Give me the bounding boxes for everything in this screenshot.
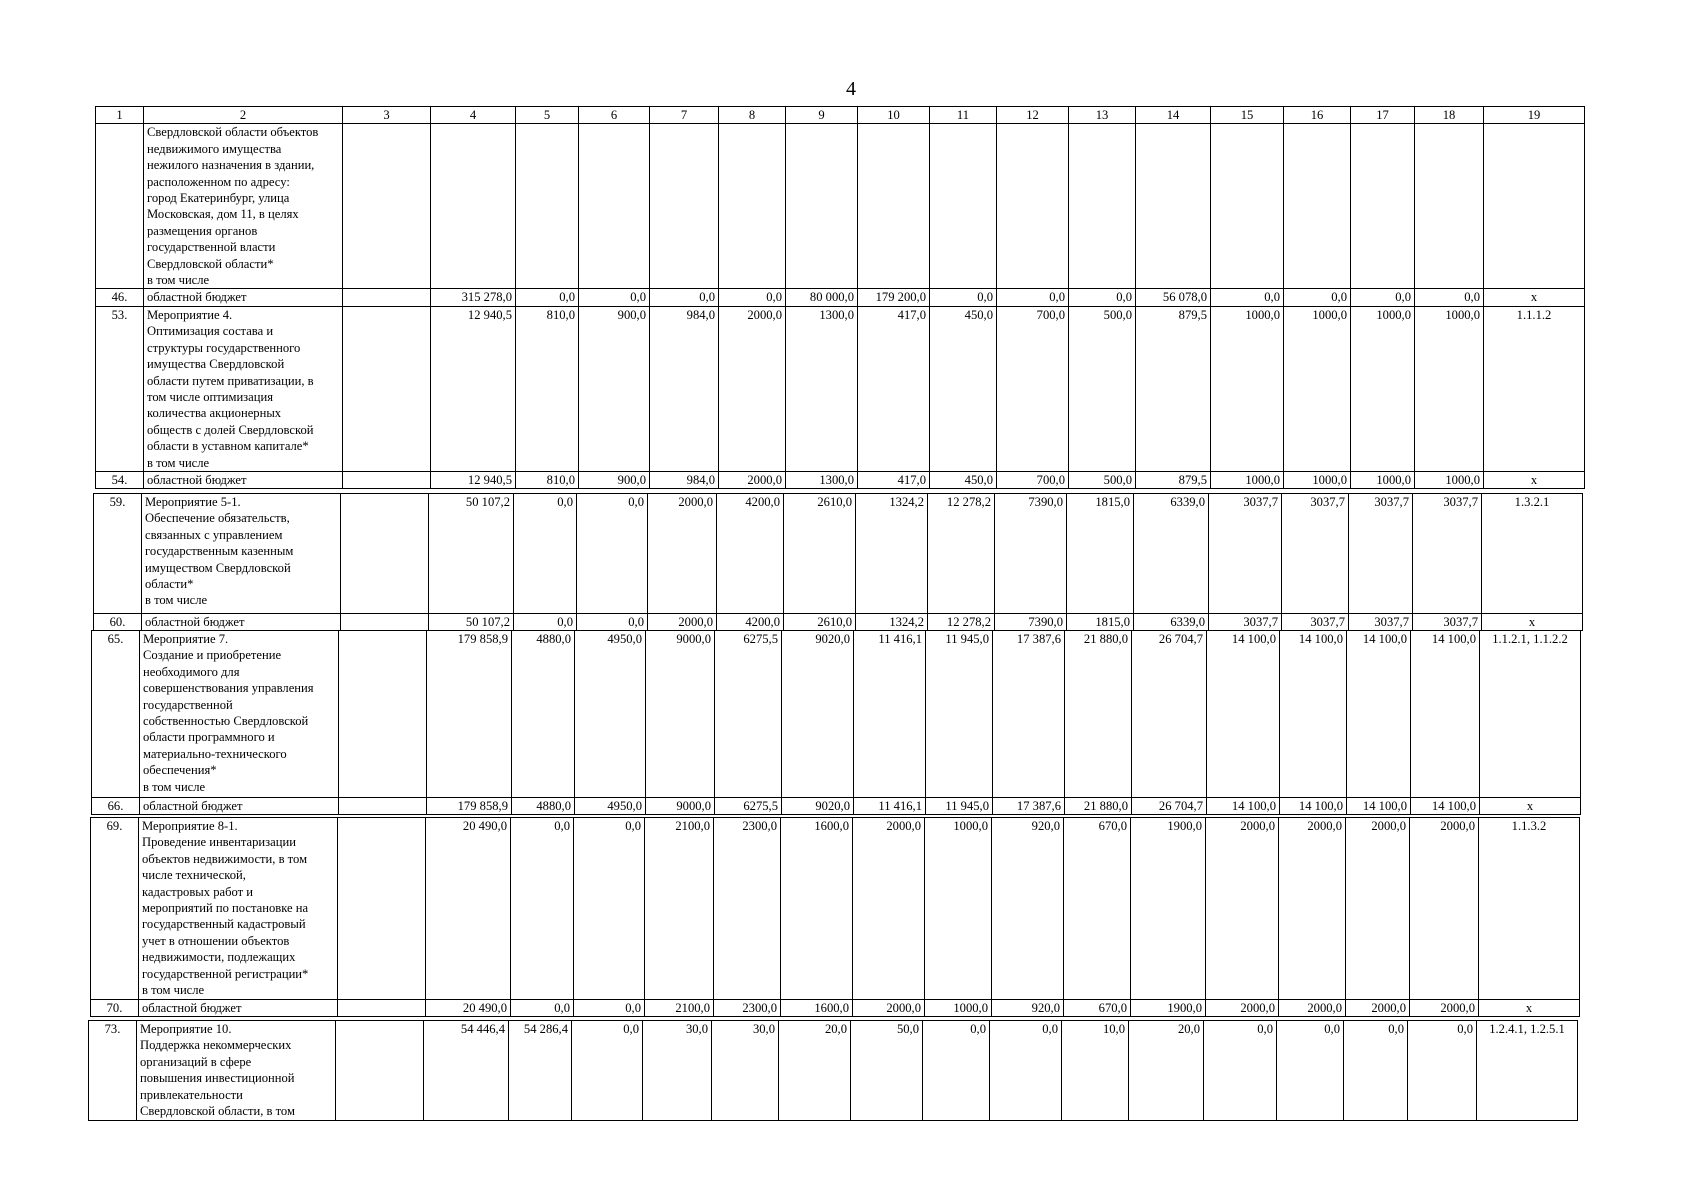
value-cell: 670,0 [1064, 1000, 1131, 1017]
value-cell [1415, 124, 1484, 289]
activity-name: областной бюджет [139, 1000, 338, 1017]
value-cell: 1600,0 [781, 1000, 853, 1017]
value-cell: 4200,0 [717, 494, 784, 614]
value-cell: 1000,0 [1351, 307, 1415, 472]
value-cell: 0,0 [1415, 289, 1484, 306]
value-cell: 20 490,0 [426, 818, 511, 1000]
column-number: 5 [516, 107, 579, 124]
column-3-cell [338, 1000, 426, 1017]
value-cell: 2000,0 [1410, 1000, 1479, 1017]
column-number: 9 [786, 107, 858, 124]
value-cell: 0,0 [990, 1021, 1062, 1121]
value-cell [650, 124, 719, 289]
value-cell: 2000,0 [1206, 818, 1279, 1000]
activity-name: областной бюджет [144, 472, 343, 489]
value-cell: 417,0 [858, 472, 930, 489]
value-cell: 14 100,0 [1347, 798, 1411, 815]
activity-name: Мероприятие 4. Оптимизация состава и структуры государственного имущества Свердловской области путем приватизации, в том числе оптимизация количества акционерных обществ с долей Свердловской области в уставном капитале* в том числе [144, 307, 343, 472]
column-number: 19 [1484, 107, 1585, 124]
value-cell: 1900,0 [1131, 818, 1206, 1000]
value-cell: 179 200,0 [858, 289, 930, 306]
value-cell [1211, 124, 1284, 289]
value-cell: 1815,0 [1067, 494, 1134, 614]
value-cell: 984,0 [650, 307, 719, 472]
column-number: 13 [1069, 107, 1136, 124]
value-cell: 1000,0 [1284, 307, 1351, 472]
column-number: 7 [650, 107, 719, 124]
value-cell [1136, 124, 1211, 289]
value-cell: 3037,7 [1349, 614, 1413, 631]
table-section [90, 817, 1580, 1017]
value-cell [579, 124, 650, 289]
table-section [93, 493, 1583, 631]
value-cell: 1300,0 [786, 307, 858, 472]
value-cell: 30,0 [712, 1021, 779, 1121]
value-cell: 1600,0 [781, 818, 853, 1000]
activity-name: областной бюджет [142, 614, 341, 631]
value-cell: 3037,7 [1413, 494, 1482, 614]
value-cell: 11 416,1 [854, 631, 926, 798]
row-number: 46. [96, 289, 144, 306]
value-cell: 2000,0 [853, 818, 925, 1000]
value-cell: 20,0 [779, 1021, 851, 1121]
activity-row [91, 818, 1580, 1000]
column-number: 3 [343, 107, 431, 124]
row-number: 59. [94, 494, 142, 614]
value-cell: 20,0 [1129, 1021, 1204, 1121]
value-cell: 2000,0 [1279, 1000, 1346, 1017]
value-cell: 0,0 [1277, 1021, 1344, 1121]
column-3-cell [341, 614, 429, 631]
value-cell: 3037,7 [1413, 614, 1482, 631]
value-cell: 4880,0 [512, 631, 575, 798]
value-cell: 920,0 [992, 818, 1064, 1000]
column-number: 8 [719, 107, 786, 124]
value-cell: 7390,0 [995, 614, 1067, 631]
target-code-cell: 1.2.4.1, 1.2.5.1 [1477, 1021, 1578, 1121]
activity-name: Свердловской области объектов недвижимого имущества нежилого назначения в здании, расположенном по адресу: город Екатеринбург, улица Московская, дом 11, в целях размещения органов государственной власти Свердловской области* в том числе [144, 124, 343, 289]
activity-row [94, 494, 1583, 614]
value-cell: 0,0 [577, 614, 648, 631]
value-cell: 54 446,4 [424, 1021, 509, 1121]
value-cell: 0,0 [1284, 289, 1351, 306]
value-cell: 879,5 [1136, 307, 1211, 472]
value-cell [858, 124, 930, 289]
column-3-cell [339, 631, 427, 798]
value-cell: 26 704,7 [1132, 631, 1207, 798]
row-number: 66. [92, 798, 140, 815]
value-cell: 500,0 [1069, 307, 1136, 472]
column-number: 14 [1136, 107, 1211, 124]
value-cell: 0,0 [997, 289, 1069, 306]
target-code-cell: x [1479, 1000, 1580, 1017]
value-cell: 1815,0 [1067, 614, 1134, 631]
value-cell [997, 124, 1069, 289]
value-cell: 0,0 [1211, 289, 1284, 306]
value-cell: 14 100,0 [1411, 798, 1480, 815]
target-code-cell: x [1484, 289, 1585, 306]
value-cell: 11 416,1 [854, 798, 926, 815]
budget-subrow [96, 472, 1585, 489]
value-cell: 1000,0 [925, 818, 992, 1000]
value-cell: 7390,0 [995, 494, 1067, 614]
value-cell [1351, 124, 1415, 289]
value-cell: 810,0 [516, 307, 579, 472]
activity-row [92, 631, 1581, 798]
value-cell: 1324,2 [856, 494, 928, 614]
value-cell: 500,0 [1069, 472, 1136, 489]
activity-name: Мероприятие 10. Поддержка некоммерческих организаций в сфере повышения инвестиционной привлекательности Свердловской области, в том [137, 1021, 336, 1121]
activity-name: Мероприятие 5-1. Обеспечение обязательств, связанных с управлением государственным казенным имуществом Свердловской области* в том числе [142, 494, 341, 614]
value-cell: 3037,7 [1349, 494, 1413, 614]
value-cell: 3037,7 [1209, 614, 1282, 631]
target-code-cell: x [1482, 614, 1583, 631]
value-cell [1069, 124, 1136, 289]
column-number: 17 [1351, 107, 1415, 124]
column-3-cell [343, 307, 431, 472]
value-cell: 3037,7 [1282, 494, 1349, 614]
value-cell: 0,0 [650, 289, 719, 306]
value-cell: 417,0 [858, 307, 930, 472]
value-cell: 1324,2 [856, 614, 928, 631]
value-cell [719, 124, 786, 289]
value-cell: 21 880,0 [1065, 631, 1132, 798]
value-cell: 984,0 [650, 472, 719, 489]
value-cell: 2000,0 [1410, 818, 1479, 1000]
value-cell: 1000,0 [1415, 472, 1484, 489]
value-cell: 0,0 [516, 289, 579, 306]
value-cell [930, 124, 997, 289]
column-number: 11 [930, 107, 997, 124]
value-cell: 3037,7 [1209, 494, 1282, 614]
value-cell: 0,0 [1344, 1021, 1408, 1121]
value-cell: 2000,0 [853, 1000, 925, 1017]
value-cell: 2000,0 [648, 614, 717, 631]
target-code-cell: 1.1.2.1, 1.1.2.2 [1480, 631, 1581, 798]
value-cell: 450,0 [930, 472, 997, 489]
column-3-cell [341, 494, 429, 614]
row-number: 53. [96, 307, 144, 472]
value-cell: 0,0 [511, 1000, 574, 1017]
column-number: 6 [579, 107, 650, 124]
value-cell: 6339,0 [1134, 614, 1209, 631]
value-cell: 12 278,2 [928, 614, 995, 631]
value-cell: 900,0 [579, 472, 650, 489]
value-cell: 12 940,5 [431, 307, 516, 472]
value-cell: 700,0 [997, 307, 1069, 472]
value-cell: 9000,0 [646, 798, 715, 815]
value-cell: 14 100,0 [1280, 631, 1347, 798]
value-cell: 2000,0 [719, 472, 786, 489]
value-cell: 0,0 [511, 818, 574, 1000]
value-cell: 0,0 [577, 494, 648, 614]
target-code-cell [1484, 124, 1585, 289]
table-section [91, 630, 1581, 815]
column-number-row [96, 107, 1585, 124]
value-cell: 14 100,0 [1411, 631, 1480, 798]
target-code-cell: 1.1.3.2 [1479, 818, 1580, 1000]
budget-subrow [96, 289, 1585, 306]
target-code-cell: 1.3.2.1 [1482, 494, 1583, 614]
value-cell: 450,0 [930, 307, 997, 472]
value-cell: 1900,0 [1131, 1000, 1206, 1017]
value-cell: 9020,0 [782, 631, 854, 798]
value-cell: 2300,0 [714, 818, 781, 1000]
value-cell: 670,0 [1064, 818, 1131, 1000]
value-cell: 179 858,9 [427, 798, 512, 815]
value-cell: 1000,0 [1211, 472, 1284, 489]
value-cell: 920,0 [992, 1000, 1064, 1017]
value-cell: 810,0 [516, 472, 579, 489]
value-cell: 20 490,0 [426, 1000, 511, 1017]
value-cell: 80 000,0 [786, 289, 858, 306]
target-code-cell: x [1484, 472, 1585, 489]
column-3-cell [343, 289, 431, 306]
value-cell: 315 278,0 [431, 289, 516, 306]
value-cell: 50,0 [851, 1021, 923, 1121]
value-cell: 1000,0 [1415, 307, 1484, 472]
value-cell: 2100,0 [645, 1000, 714, 1017]
column-number: 12 [997, 107, 1069, 124]
activity-row [89, 1021, 1578, 1121]
value-cell: 0,0 [923, 1021, 990, 1121]
activity-name: Мероприятие 8-1. Проведение инвентаризации объектов недвижимости, в том числе технической, кадастровых работ и мероприятий по постановке на государственный кадастровый учет в отношении объектов недвижимости, подлежащих государственной регистрации* в том числе [139, 818, 338, 1000]
row-number: 73. [89, 1021, 137, 1121]
value-cell [1284, 124, 1351, 289]
budget-subrow [94, 614, 1583, 631]
column-3-cell [338, 818, 426, 1000]
table-section [95, 306, 1585, 489]
value-cell: 700,0 [997, 472, 1069, 489]
value-cell: 2000,0 [1346, 818, 1410, 1000]
value-cell: 0,0 [514, 614, 577, 631]
budget-subrow [91, 1000, 1580, 1017]
column-3-cell [339, 798, 427, 815]
value-cell: 179 858,9 [427, 631, 512, 798]
value-cell: 17 387,6 [993, 631, 1065, 798]
value-cell: 9020,0 [782, 798, 854, 815]
value-cell: 4950,0 [575, 798, 646, 815]
column-number: 1 [96, 107, 144, 124]
value-cell: 14 100,0 [1207, 631, 1280, 798]
value-cell: 14 100,0 [1280, 798, 1347, 815]
value-cell: 879,5 [1136, 472, 1211, 489]
value-cell: 0,0 [514, 494, 577, 614]
activity-name: Мероприятие 7. Создание и приобретение необходимого для совершенствования управления государственной собственностью Свердловской области программного и материально-технического обеспечения* в том числе [140, 631, 339, 798]
value-cell: 30,0 [643, 1021, 712, 1121]
value-cell: 14 100,0 [1347, 631, 1411, 798]
value-cell [431, 124, 516, 289]
value-cell: 0,0 [719, 289, 786, 306]
value-cell: 1300,0 [786, 472, 858, 489]
value-cell: 0,0 [579, 289, 650, 306]
value-cell: 0,0 [930, 289, 997, 306]
value-cell: 2000,0 [719, 307, 786, 472]
value-cell: 3037,7 [1282, 614, 1349, 631]
value-cell: 2610,0 [784, 494, 856, 614]
value-cell: 0,0 [1408, 1021, 1477, 1121]
page-number: 4 [846, 78, 856, 100]
row-number: 60. [94, 614, 142, 631]
value-cell: 0,0 [572, 1021, 643, 1121]
value-cell: 4950,0 [575, 631, 646, 798]
value-cell: 0,0 [1069, 289, 1136, 306]
value-cell: 2610,0 [784, 614, 856, 631]
table-section [88, 1020, 1578, 1121]
row-number [96, 124, 144, 289]
activity-name: областной бюджет [140, 798, 339, 815]
table-section [95, 106, 1585, 307]
activity-name: областной бюджет [144, 289, 343, 306]
value-cell [786, 124, 858, 289]
value-cell: 14 100,0 [1207, 798, 1280, 815]
value-cell: 10,0 [1062, 1021, 1129, 1121]
value-cell: 0,0 [574, 1000, 645, 1017]
value-cell: 1000,0 [1284, 472, 1351, 489]
value-cell: 1000,0 [1351, 472, 1415, 489]
value-cell: 1000,0 [925, 1000, 992, 1017]
column-number: 2 [144, 107, 343, 124]
value-cell: 0,0 [1204, 1021, 1277, 1121]
value-cell: 12 278,2 [928, 494, 995, 614]
value-cell: 6339,0 [1134, 494, 1209, 614]
row-number: 54. [96, 472, 144, 489]
value-cell: 2000,0 [1206, 1000, 1279, 1017]
value-cell: 2100,0 [645, 818, 714, 1000]
value-cell: 6275,5 [715, 798, 782, 815]
value-cell: 50 107,2 [429, 494, 514, 614]
value-cell: 12 940,5 [431, 472, 516, 489]
value-cell: 2000,0 [1279, 818, 1346, 1000]
activity-row [96, 124, 1585, 289]
column-3-cell [336, 1021, 424, 1121]
column-number: 16 [1284, 107, 1351, 124]
value-cell: 11 945,0 [926, 631, 993, 798]
row-number: 69. [91, 818, 139, 1000]
value-cell: 17 387,6 [993, 798, 1065, 815]
value-cell: 2000,0 [648, 494, 717, 614]
target-code-cell: 1.1.1.2 [1484, 307, 1585, 472]
column-3-cell [343, 472, 431, 489]
column-number: 18 [1415, 107, 1484, 124]
value-cell: 0,0 [1351, 289, 1415, 306]
column-3-cell [343, 124, 431, 289]
row-number: 70. [91, 1000, 139, 1017]
value-cell: 900,0 [579, 307, 650, 472]
value-cell: 56 078,0 [1136, 289, 1211, 306]
column-number: 10 [858, 107, 930, 124]
value-cell: 11 945,0 [926, 798, 993, 815]
row-number: 65. [92, 631, 140, 798]
value-cell: 21 880,0 [1065, 798, 1132, 815]
value-cell: 2000,0 [1346, 1000, 1410, 1017]
value-cell: 26 704,7 [1132, 798, 1207, 815]
column-number: 4 [431, 107, 516, 124]
value-cell [516, 124, 579, 289]
activity-row [96, 307, 1585, 472]
value-cell: 50 107,2 [429, 614, 514, 631]
value-cell: 1000,0 [1211, 307, 1284, 472]
target-code-cell: x [1480, 798, 1581, 815]
budget-subrow [92, 798, 1581, 815]
value-cell: 54 286,4 [509, 1021, 572, 1121]
column-number: 15 [1211, 107, 1284, 124]
value-cell: 2300,0 [714, 1000, 781, 1017]
value-cell: 4880,0 [512, 798, 575, 815]
value-cell: 9000,0 [646, 631, 715, 798]
value-cell: 6275,5 [715, 631, 782, 798]
value-cell: 4200,0 [717, 614, 784, 631]
value-cell: 0,0 [574, 818, 645, 1000]
